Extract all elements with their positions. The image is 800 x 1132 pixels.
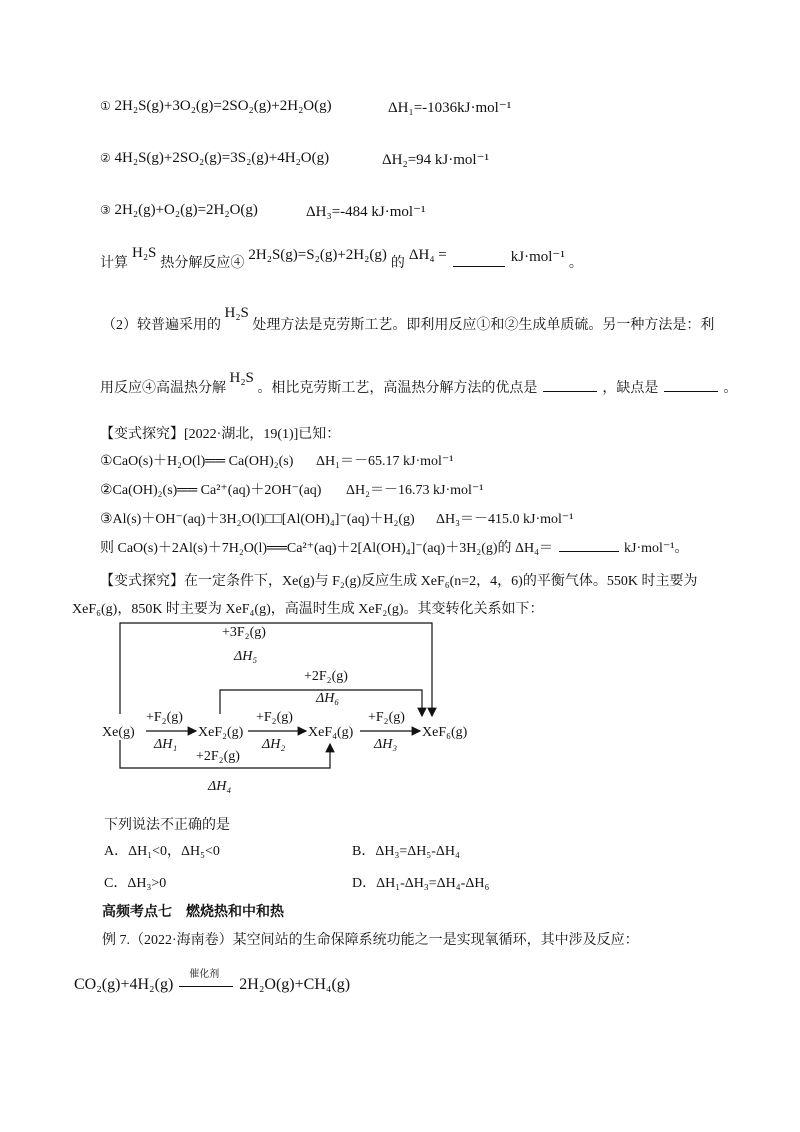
q2-text-f: 。 bbox=[723, 381, 738, 396]
variant-1-question bbox=[100, 537, 689, 557]
eq-right: 2H₂O(g)+CH₄(g) bbox=[239, 976, 351, 993]
option-label: D． bbox=[352, 876, 377, 891]
answer-blank[interactable] bbox=[453, 254, 505, 267]
option-text: ΔH₃>0 bbox=[127, 876, 167, 891]
reaction-number: ② bbox=[100, 151, 111, 165]
q2-text-e: ，缺点是 bbox=[602, 381, 659, 396]
reaction-number: ③ bbox=[100, 203, 111, 217]
calc-dh: ΔH₄ = bbox=[408, 247, 447, 263]
calc-end: 。 bbox=[568, 256, 583, 271]
step-3-dh: ΔH₃ bbox=[374, 737, 398, 752]
reaction-3 bbox=[100, 202, 258, 219]
q2-species: H₂S bbox=[224, 305, 249, 321]
disadvantage-blank[interactable] bbox=[664, 379, 718, 392]
reaction-equation: 2H₂S(g)+3O₂(g)=2SO₂(g)+2H₂O(g) bbox=[114, 98, 332, 114]
calc-unit: kJ·mol⁻¹ bbox=[510, 249, 565, 265]
variant-2-para-1: 【变式探究】在一定条件下，Xe(g)与 F₂(g)反应生成 XeF₆(n=2，4，6)的平衡气体。550K 时主要为 bbox=[100, 574, 698, 589]
q2-text-c: 用反应④高温热分解 bbox=[100, 381, 226, 396]
example-7-equation bbox=[74, 969, 351, 994]
step-1-dh: ΔH₁ bbox=[154, 737, 178, 752]
reaction-equation: 2H₂(g)+O₂(g)=2H₂O(g) bbox=[114, 202, 258, 218]
option-text: ΔH₃=ΔH₅-ΔH₄ bbox=[375, 844, 460, 859]
variant-2-para-2: XeF₆(g)，850K 时主要为 XeF₄(g)，高温时生成 XeF₂(g)。其变转化关系如下： bbox=[72, 602, 544, 617]
calc-of: 的 bbox=[390, 256, 405, 271]
example-7-text: 例 7.（2022·海南卷）某空间站的生命保障系统功能之一是实现氧循环，其中涉及反应： bbox=[102, 933, 639, 948]
variant-1-heading: 【变式探究】[2022·湖北，19(1)]已知： bbox=[100, 427, 341, 442]
option-text: ΔH₁-ΔH₃=ΔH₄-ΔH₆ bbox=[376, 876, 490, 891]
q2-species-2: H₂S bbox=[229, 370, 254, 386]
arrow-h5 bbox=[120, 623, 432, 716]
reaction-1 bbox=[100, 98, 332, 115]
calc-equation: 2H₂S(g)=S₂(g)+2H₂(g) bbox=[248, 247, 387, 263]
step-2-dh: ΔH₂ bbox=[262, 737, 286, 752]
top-reagent: +3F₂(g) bbox=[222, 625, 266, 640]
q2-text-d: 。相比克劳斯工艺，高温热分解方法的优点是 bbox=[257, 381, 538, 396]
species-xef4: XeF₄(g) bbox=[308, 725, 354, 740]
top-dh: ΔH₅ bbox=[234, 649, 258, 664]
variant-1-eq-3: ③Al(s)＋OH⁻(aq)＋3H₂O(l)□□[Al(OH)₄]⁻(aq)＋H₂(g) bbox=[100, 512, 415, 527]
species-xef6: XeF₆(g) bbox=[422, 725, 468, 740]
step-2-reagent: +F₂(g) bbox=[256, 710, 293, 725]
variant-1-eq-2-dh: ΔH₂＝－16.73 kJ·mol⁻¹ bbox=[346, 483, 484, 498]
variant-1-question-text: 则 CaO(s)＋2Al(s)＋7H₂O(l)══Ca²⁺(aq)＋2[Al(OH)₄]⁻(aq)＋3H₂(g)的 ΔH₄＝ bbox=[100, 541, 554, 556]
variant-1-blank[interactable] bbox=[559, 539, 619, 552]
variant-1-eq-1: ①CaO(s)＋H₂O(l)══ Ca(OH)₂(s) bbox=[100, 454, 294, 469]
species-xe: Xe(g) bbox=[102, 725, 135, 740]
q2-text-b: 处理方法是克劳斯工艺。即利用反应①和②生成单质硫。另一种方法是：利 bbox=[252, 318, 715, 333]
reaction-2 bbox=[100, 150, 329, 167]
reaction-equation: 4H₂S(g)+2SO₂(g)=3S₂(g)+4H₂O(g) bbox=[114, 150, 330, 166]
calc-species: H₂S bbox=[132, 245, 157, 261]
bottom-reagent: +2F₂(g) bbox=[196, 749, 240, 764]
advantage-blank[interactable] bbox=[543, 379, 597, 392]
section-title: 高频考点七 燃烧热和中和热 bbox=[102, 904, 284, 920]
reaction-2-enthalpy: ΔH₂=94 kJ·mol⁻¹ bbox=[382, 152, 489, 168]
option-label: B． bbox=[352, 844, 376, 859]
catalyst-label: 催化剂 bbox=[189, 969, 220, 981]
step-3-reagent: +F₂(g) bbox=[368, 710, 405, 725]
catalyst-line bbox=[179, 986, 233, 987]
question-calc bbox=[100, 245, 583, 272]
reaction-1-enthalpy: ΔH₁=-1036kJ·mol⁻¹ bbox=[388, 100, 512, 116]
question-2-line-1 bbox=[102, 305, 715, 334]
species-xef2: XeF₂(g) bbox=[198, 725, 244, 740]
option-text: ΔH₁<0，ΔH₅<0 bbox=[128, 844, 220, 859]
option-d[interactable] bbox=[352, 872, 489, 892]
q2-text-a: （2）较普遍采用的 bbox=[102, 318, 221, 333]
step-1-reagent: +F₂(g) bbox=[146, 710, 183, 725]
option-b[interactable] bbox=[352, 840, 460, 860]
eq-left: CO₂(g)+4H₂(g) bbox=[74, 976, 174, 993]
option-label: C． bbox=[104, 876, 128, 891]
calc-prefix: 计算 bbox=[100, 256, 128, 271]
reaction-number: ① bbox=[100, 99, 111, 113]
reaction-3-enthalpy: ΔH₃=-484 kJ·mol⁻¹ bbox=[306, 204, 426, 220]
variant-1-eq-2: ②Ca(OH)₂(s)══ Ca²⁺(aq)＋2OH⁻(aq) bbox=[100, 483, 322, 498]
question-2-line-2 bbox=[100, 370, 738, 397]
xenon-fluoride-diagram bbox=[96, 620, 496, 800]
variant-1-eq-3-dh: ΔH₃＝－415.0 kJ·mol⁻¹ bbox=[436, 512, 574, 527]
mid-reagent: +2F₂(g) bbox=[304, 669, 348, 684]
question-stem: 下列说法不正确的是 bbox=[104, 818, 230, 833]
calc-mid: 热分解反应④ bbox=[160, 256, 245, 271]
catalyst-arrow bbox=[177, 969, 235, 993]
option-c[interactable] bbox=[104, 872, 166, 892]
variant-1-eq-1-dh: ΔH₁＝－65.17 kJ·mol⁻¹ bbox=[316, 454, 454, 469]
variant-1-unit: kJ·mol⁻¹。 bbox=[624, 541, 689, 556]
mid-dh: ΔH₆ bbox=[316, 691, 340, 706]
bottom-dh: ΔH₄ bbox=[208, 779, 232, 794]
option-label: A． bbox=[104, 844, 129, 859]
option-a[interactable] bbox=[104, 840, 220, 860]
